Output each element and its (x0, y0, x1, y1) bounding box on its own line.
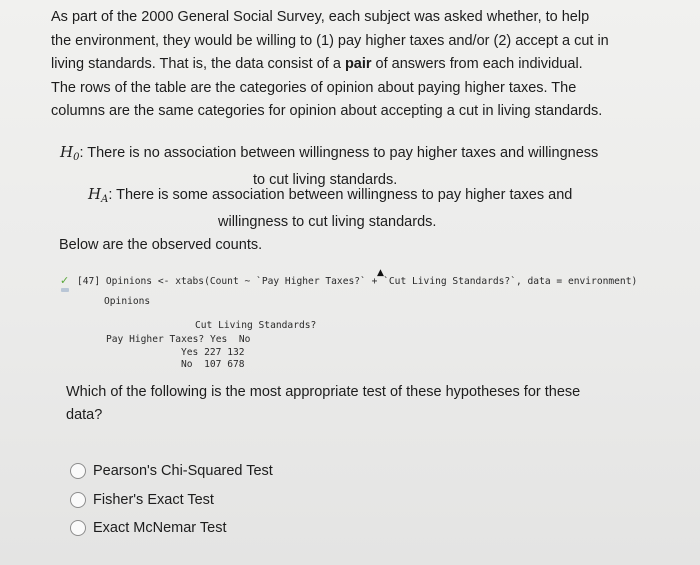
table-row-header: Pay Higher Taxes? Yes No (106, 334, 251, 345)
intro-text-2: of answers from each individual. The rows of the table are the categories of opinion about paying higher taxes. The columns are the same categories for opinion about accepting a cut in living standards. (51, 56, 603, 119)
checkmark-icon: ✓ (60, 274, 70, 287)
radio-button[interactable] (70, 520, 86, 536)
h0-symbol: $H_0$ (60, 143, 80, 163)
table-row-yes: Yes 227 132 (181, 347, 245, 358)
table-row-no: No 107 678 (181, 359, 245, 370)
option-label: Pearson's Chi-Squared Test (93, 463, 273, 480)
cell-status-indicator (61, 288, 69, 292)
radio-button[interactable] (70, 463, 86, 479)
ha-symbol: $H_A$ (88, 185, 109, 205)
h0-text-line1: : There is no association between willingness to pay higher taxes and willingness (79, 145, 599, 161)
answer-options (70, 457, 273, 543)
intro-text-1: As part of the 2000 General Social Survey, each subject was asked whether, to help the environment, they would be willing to (1) pay higher taxes and/or (2) accept a cut in living standards. That is, the data consist of a (51, 9, 609, 72)
problem-intro (51, 6, 611, 124)
ha-text-line2: willingness to cut living standards. (218, 214, 437, 230)
code-command: [47] Opinions <- xtabs(Count ~ `Pay Higher Taxes?` + `Cut Living Standards?`, data = environment) (77, 276, 638, 287)
option-fisher[interactable] (70, 486, 273, 515)
option-label: Fisher's Exact Test (93, 491, 214, 508)
intro-bold-pair: pair (344, 56, 372, 72)
observed-counts-label: Below are the observed counts. (59, 237, 263, 253)
alternative-hypothesis (88, 183, 588, 234)
question-text: Which of the following is the most appropriate test of these hypotheses for these data? (66, 384, 581, 423)
h0-text-line2: to cut living standards. (253, 172, 398, 188)
option-label: Exact McNemar Test (93, 520, 227, 537)
code-output-name: Opinions (104, 296, 151, 307)
radio-button[interactable] (70, 492, 86, 508)
option-pearson[interactable] (70, 457, 273, 486)
mouse-cursor-icon: ▲ (377, 268, 384, 278)
table-column-header: Cut Living Standards? (195, 320, 317, 331)
ha-text-line1: : There is some association between willingness to pay higher taxes and (108, 187, 573, 203)
option-mcnemar[interactable] (70, 514, 273, 543)
